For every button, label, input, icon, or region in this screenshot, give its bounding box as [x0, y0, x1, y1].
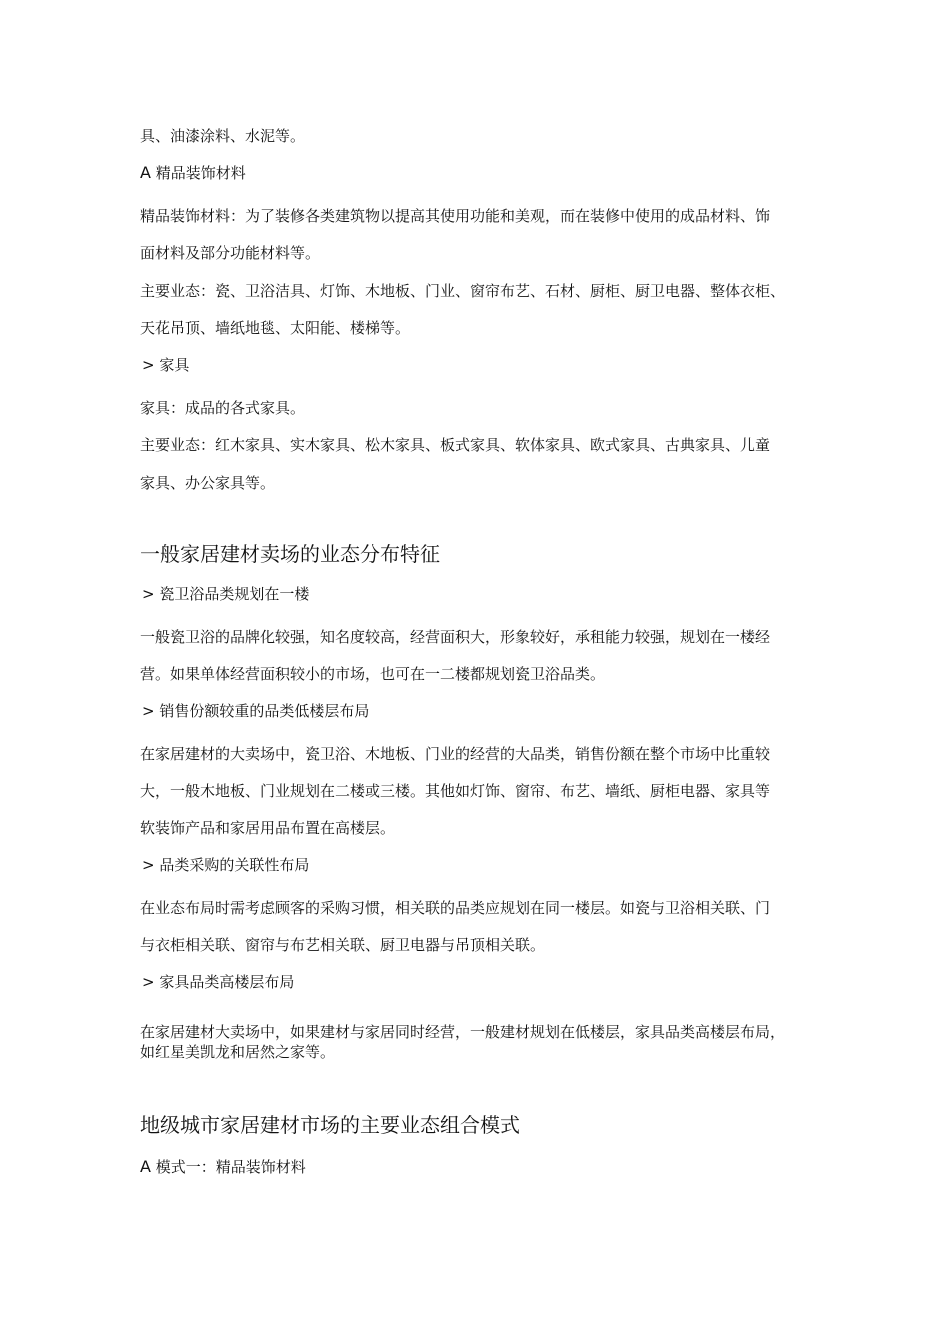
section-a-definition-line-2: 面材料及部分功能材料等。 [140, 244, 321, 262]
distribution-2-title [142, 701, 369, 721]
intro-tail-text: 具、油漆涂料、水泥等。 [140, 127, 306, 145]
heading-distribution: 一般家居建材卖场的业态分布特征 [140, 542, 440, 566]
section-a-title [140, 163, 246, 183]
section-furniture-definition: 家具：成品的各式家具。 [140, 399, 306, 417]
section-a-definition-line-1: 精品装饰材料：为了装修各类建筑物以提高其使用功能和美观，而在装修中使用的成品材料、饰 [140, 207, 771, 225]
section-furniture-business-line-2: 家具、办公家具等。 [140, 474, 276, 492]
distribution-3-marker: > [142, 856, 155, 874]
distribution-2-line-2: 大，一般木地板、门业规划在二楼或三楼。其他如灯饰、窗帘、布艺、墙纸、厨柜电器、家具等 [140, 782, 771, 800]
distribution-1-marker: > [142, 585, 155, 603]
heading-combination: 地级城市家居建材市场的主要业态组合模式 [140, 1113, 520, 1137]
distribution-4-title [142, 972, 294, 992]
section-furniture-title [142, 355, 189, 375]
section-furniture-title-text: 家具 [159, 356, 190, 374]
distribution-3-line-1: 在业态布局时需考虑顾客的采购习惯，相关联的品类应规划在同一楼层。如瓷与卫浴相关联、门 [140, 899, 771, 917]
distribution-1-line-1: 一般瓷卫浴的品牌化较强，知名度较高，经营面积大，形象较好，承租能力较强，规划在一楼经 [140, 628, 771, 646]
section-a-business-line-2: 天花吊顶、墙纸地毯、太阳能、楼梯等。 [140, 319, 411, 337]
distribution-3-line-2: 与衣柜相关联、窗帘与布艺相关联、厨卫电器与吊顶相关联。 [140, 936, 546, 954]
section-furniture-marker: > [142, 356, 155, 374]
distribution-3-title-text: 品类采购的关联性布局 [159, 856, 310, 874]
section-furniture-business-line-1: 主要业态：红木家具、实木家具、松木家具、板式家具、软体家具、欧式家具、古典家具、儿童 [140, 436, 771, 454]
section-a-business-line-1: 主要业态：瓷、卫浴洁具、灯饰、木地板、门业、窗帘布艺、石材、厨柜、厨卫电器、整体衣柜、 [140, 282, 786, 300]
section-a-title-text: 精品装饰材料 [155, 164, 246, 182]
distribution-2-line-3: 软装饰产品和家居用品布置在高楼层。 [140, 819, 396, 837]
distribution-4-title-text: 家具品类高楼层布局 [159, 973, 295, 991]
distribution-2-title-text: 销售份额较重的品类低楼层布局 [159, 702, 370, 720]
distribution-3-title [142, 855, 309, 875]
distribution-1-line-2: 营。如果单体经营面积较小的市场，也可在一二楼都规划瓷卫浴品类。 [140, 665, 606, 683]
section-a-marker: A [140, 163, 151, 182]
distribution-1-title [142, 584, 309, 604]
distribution-1-title-text: 瓷卫浴品类规划在一楼 [159, 585, 310, 603]
distribution-2-line-1: 在家居建材的大卖场中，瓷卫浴、木地板、门业的经营的大品类，销售份额在整个市场中比重较 [140, 745, 771, 763]
distribution-2-marker: > [142, 702, 155, 720]
distribution-4-line-1: 在家居建材大卖场中，如果建材与家居同时经营，一般建材规划在低楼层，家具品类高楼层布局， [140, 1023, 786, 1041]
mode-one-title-text: 模式一：精品装饰材料 [155, 1158, 306, 1176]
distribution-4-line-2: 如红星美凯龙和居然之家等。 [140, 1043, 336, 1061]
mode-one-title [140, 1157, 306, 1177]
distribution-4-marker: > [142, 973, 155, 991]
mode-one-marker: A [140, 1157, 151, 1176]
